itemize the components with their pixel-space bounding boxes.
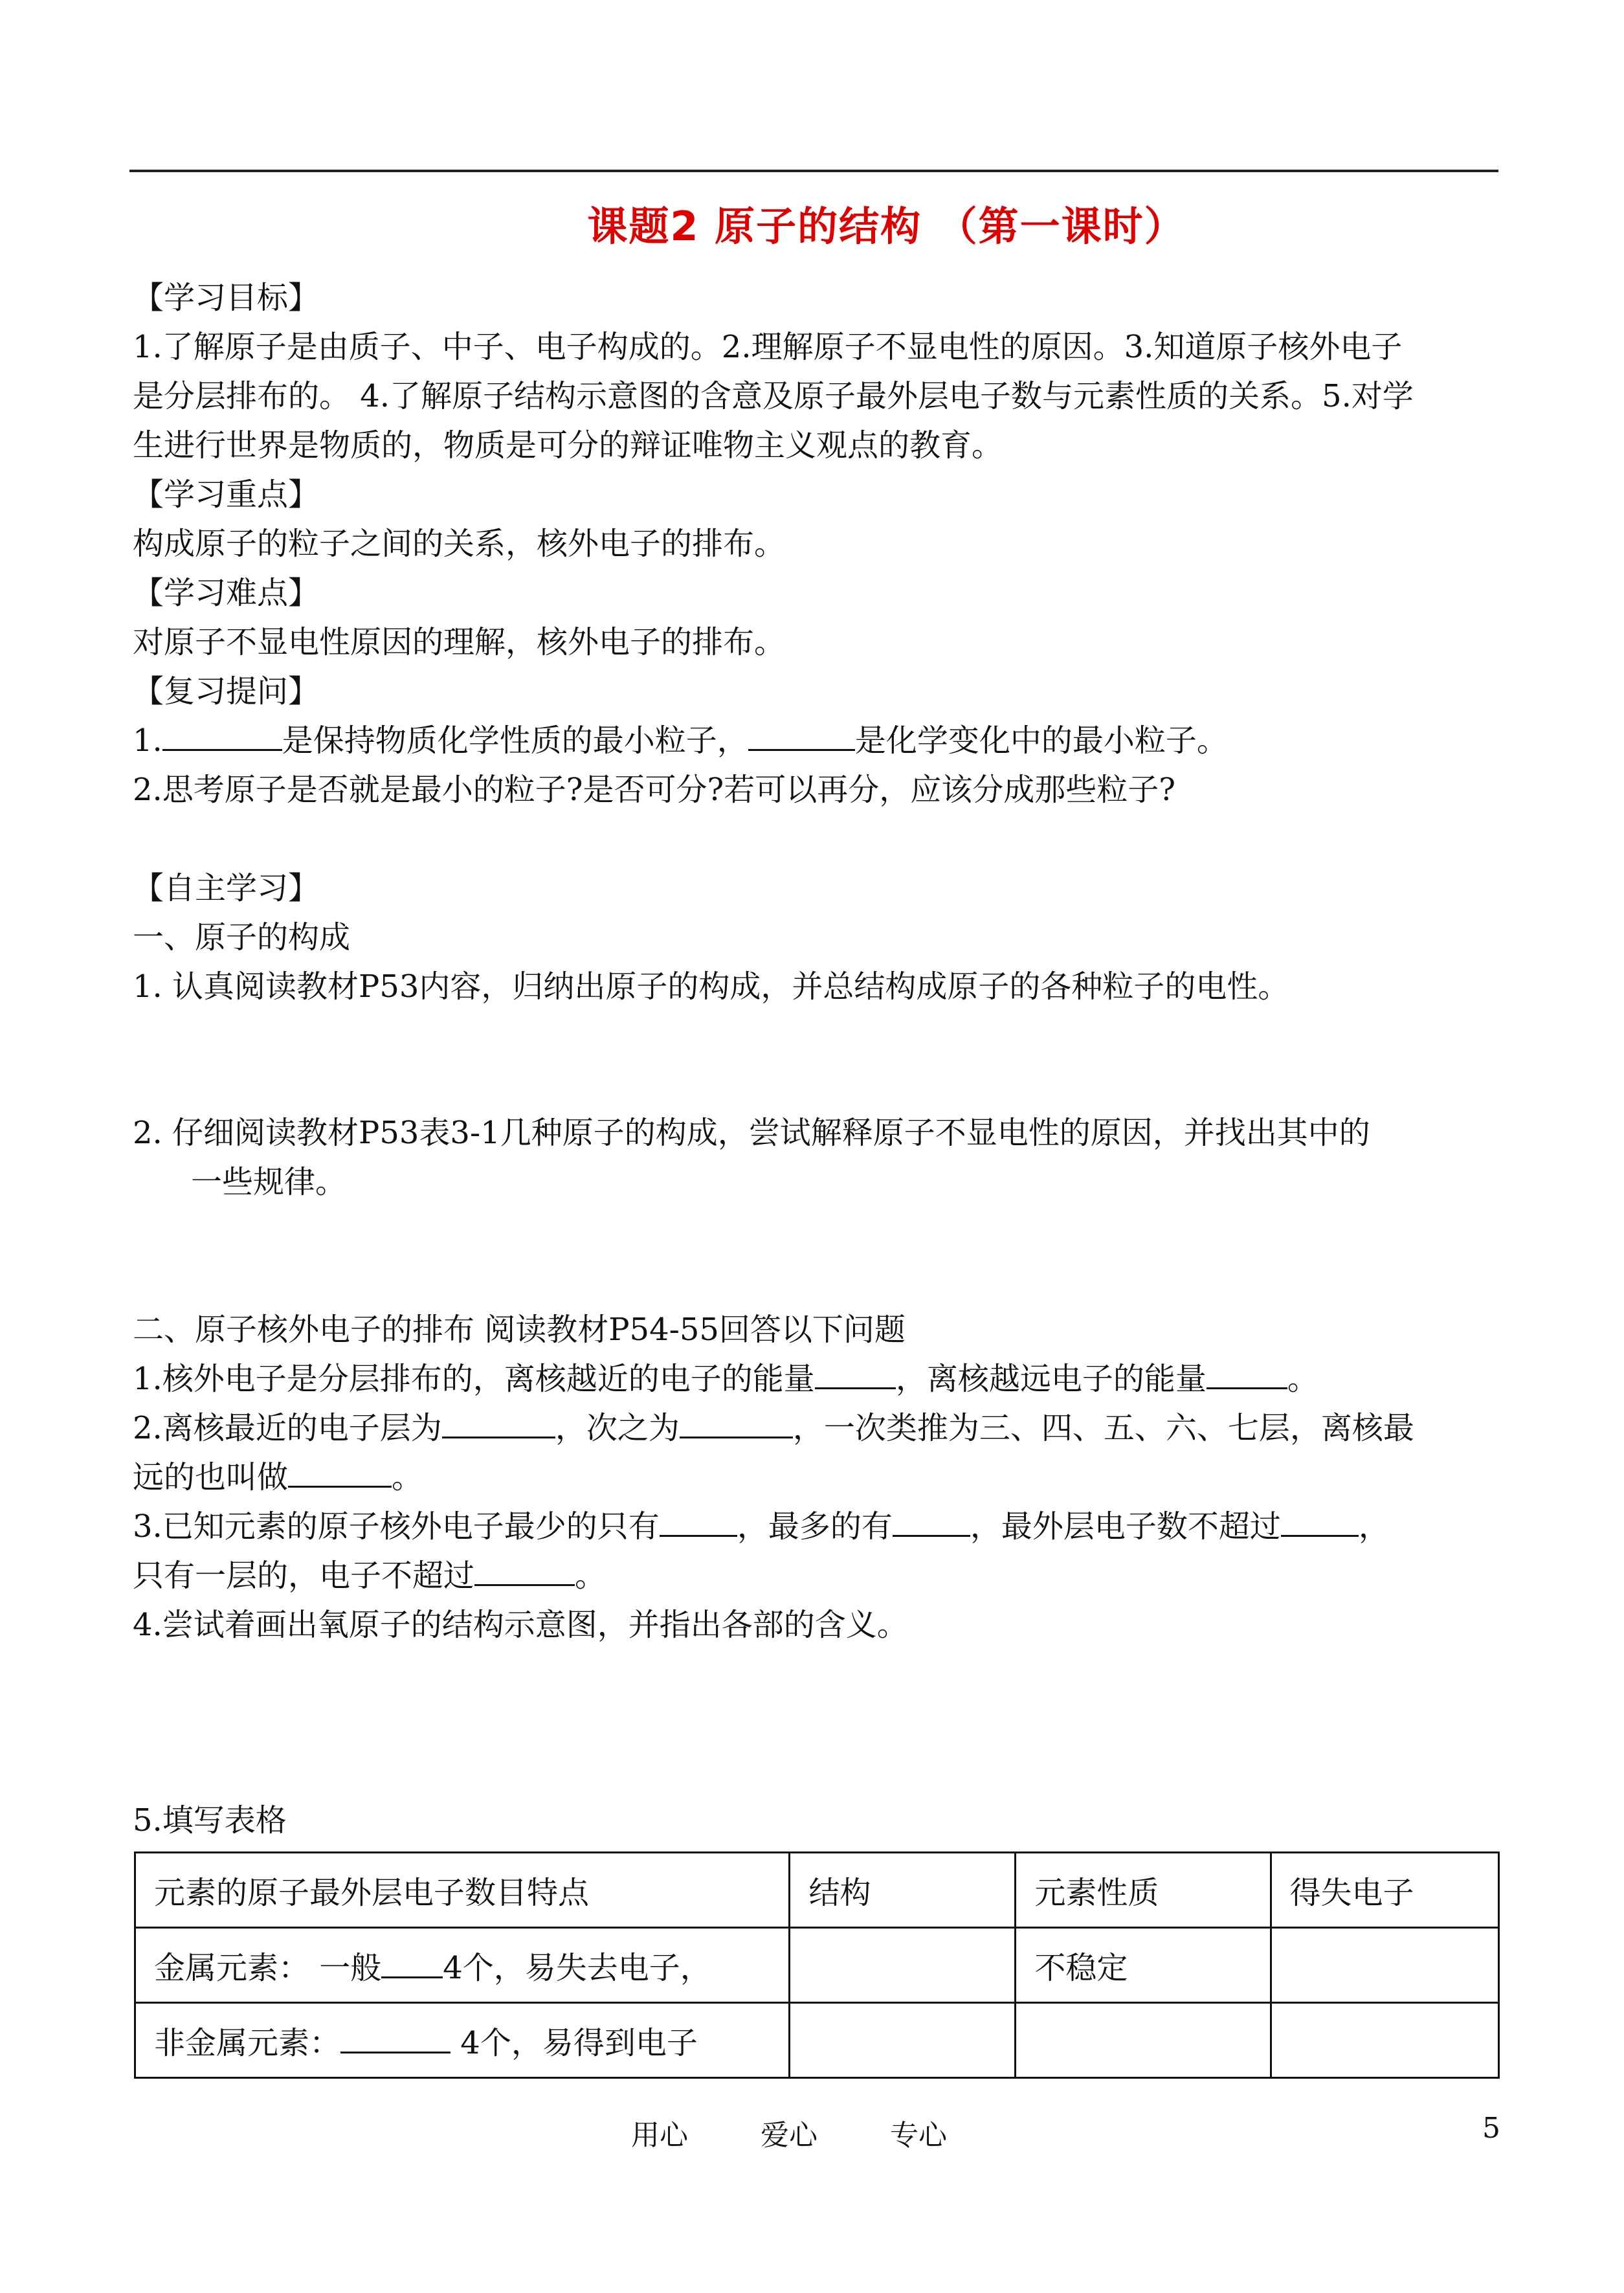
- answer-blank[interactable]: [1207, 1361, 1287, 1389]
- table-row: [135, 2003, 1499, 2078]
- objectives-line-1: 1.了解原子是由质子、中子、电子构成的。2.理解原子不显电性的原因。3.知道原子核外电子: [133, 329, 1403, 365]
- section-2-question-2: 2.离核最近的电子层为 ，次之为 ，一次类推为三、四、五、六、七层，离核最: [133, 1410, 1414, 1446]
- objectives-line-3: 生进行世界是物质的，物质是可分的辩证唯物主义观点的教育。: [133, 427, 1003, 464]
- objectives-heading: 【学习目标】: [133, 280, 320, 316]
- key-points-heading: 【学习重点】: [133, 476, 320, 513]
- answer-blank[interactable]: [474, 1558, 575, 1586]
- answer-blank[interactable]: [815, 1361, 896, 1389]
- header-rule: [129, 170, 1498, 172]
- table-cell: 不稳定: [1016, 1928, 1271, 2003]
- self-study-heading: 【自主学习】: [133, 870, 320, 906]
- difficulties-heading: 【学习难点】: [133, 575, 320, 611]
- section-2-title: 二、原子核外电子的排布 阅读教材P54-55回答以下问题: [133, 1312, 906, 1348]
- table-header-cell: 结构: [790, 1853, 1016, 1928]
- section-1-item-2: 2. 仔细阅读教材P53表3-1几种原子的构成，尝试解释原子不显电性的原因，并找出其中的: [133, 1115, 1370, 1151]
- table-cell: 金属元素： 一般 4个，易失去电子，: [135, 1928, 790, 2003]
- table-cell[interactable]: [790, 2003, 1016, 2078]
- answer-blank[interactable]: [1281, 1509, 1359, 1537]
- table-header-cell: 元素性质: [1016, 1853, 1271, 1928]
- table-cell[interactable]: [1271, 2003, 1498, 2078]
- key-points-text: 构成原子的粒子之间的关系，核外电子的排布。: [133, 526, 786, 562]
- review-question-2: 2.思考原子是否就是最小的粒子?是否可分?若可以再分，应该分成那些粒子?: [133, 772, 1176, 808]
- difficulties-text: 对原子不显电性原因的理解，核外电子的排布。: [133, 624, 786, 660]
- answer-blank[interactable]: [340, 2026, 450, 2053]
- table-row: [135, 1928, 1499, 2003]
- review-question-1: 1. 是保持物质化学性质的最小粒子， 是化学变化中的最小粒子。: [133, 722, 1228, 759]
- element-properties-table: [134, 1851, 1500, 2079]
- page-number: 5: [1482, 2112, 1500, 2145]
- table-header-cell: 得失电子: [1271, 1853, 1498, 1928]
- answer-blank[interactable]: [680, 1411, 793, 1438]
- section-2-question-3-cont: 只有一层的，电子不超过 。: [133, 1558, 606, 1594]
- section-1-title: 一、原子的构成: [133, 919, 351, 956]
- table-cell: 非金属元素： 4个，易得到电子: [135, 2003, 790, 2078]
- footer-text-3: 专心: [890, 2119, 947, 2152]
- table-cell[interactable]: [790, 1928, 1016, 2003]
- answer-blank[interactable]: [893, 1509, 970, 1537]
- answer-blank[interactable]: [288, 1460, 392, 1488]
- review-heading: 【复习提问】: [133, 673, 320, 710]
- answer-blank[interactable]: [748, 723, 855, 751]
- table-cell[interactable]: [1271, 1928, 1498, 2003]
- table-cell[interactable]: [1016, 2003, 1271, 2078]
- table-header-cell: 元素的原子最外层电子数目特点: [135, 1853, 790, 1928]
- section-2-question-1: 1.核外电子是分层排布的，离核越近的电子的能量 ，离核越远电子的能量 。: [133, 1361, 1318, 1397]
- footer-text-2: 爱心: [761, 2119, 818, 2152]
- objectives-line-2: 是分层排布的。 4.了解原子结构示意图的含意及原子最外层电子数与元素性质的关系。5.对学: [133, 378, 1414, 414]
- page-title: 课题2 原子的结构 （第一课时）: [587, 203, 1186, 250]
- section-2-question-4: 4.尝试着画出氧原子的结构示意图，并指出各部的含义。: [133, 1607, 908, 1643]
- answer-blank[interactable]: [162, 723, 282, 751]
- section-2-question-2-cont: 远的也叫做 。: [133, 1459, 423, 1495]
- section-1-item-1: 1. 认真阅读教材P53内容，归纳出原子的构成，并总结构成原子的各种粒子的电性。: [133, 968, 1289, 1005]
- footer-text-1: 用心: [631, 2119, 688, 2152]
- section-1-item-2-cont: 一些规律。: [191, 1164, 347, 1200]
- section-2-question-5: 5.填写表格: [133, 1802, 287, 1839]
- table-row: [135, 1853, 1499, 1928]
- answer-blank[interactable]: [660, 1509, 737, 1537]
- section-2-question-3: 3.已知元素的原子核外电子最少的只有 ，最多的有 ，最外层电子数不超过 ，: [133, 1508, 1390, 1545]
- answer-blank[interactable]: [381, 1951, 443, 1978]
- answer-blank[interactable]: [442, 1411, 555, 1438]
